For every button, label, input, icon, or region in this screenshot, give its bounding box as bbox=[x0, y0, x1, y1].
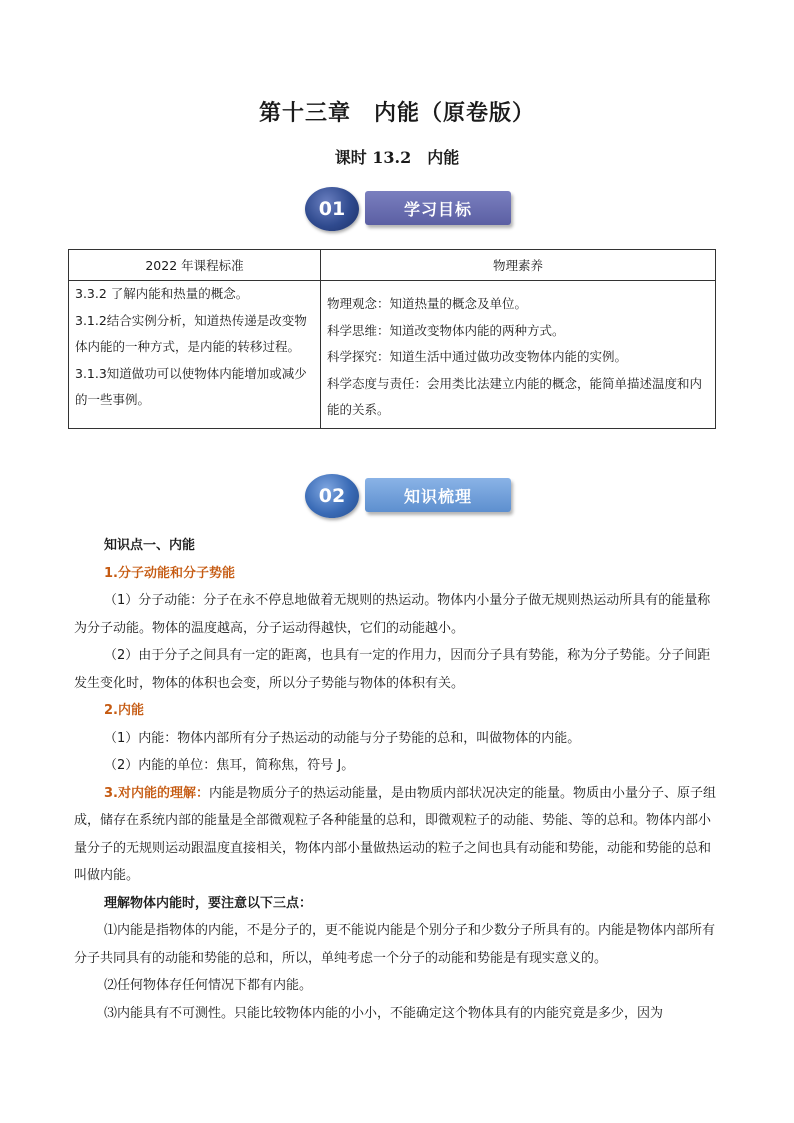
standard-item: 3.1.3知道做功可以使物体内能增加或减少的一些事例。 bbox=[75, 365, 307, 407]
section-number: 01 bbox=[305, 187, 359, 231]
table-row bbox=[69, 281, 716, 429]
table-header-literacy: 物理素养 bbox=[321, 250, 716, 281]
literacy-item: 科学态度与责任：会用类比法建立内能的概念，能简单描述温度和内能的关系。 bbox=[327, 375, 703, 417]
literacy-item: 物理观念：知道热量的概念及单位。 bbox=[327, 296, 528, 311]
literacy-item: 科学思维：知道改变物体内能的两种方式。 bbox=[327, 322, 565, 338]
section-label: 知识梳理 bbox=[365, 478, 511, 512]
paragraph: ⑶内能具有不可测性。只能比较物体内能的小小，不能确定这个物体具有的内能究竟是多少，因为 bbox=[104, 1005, 664, 1021]
literacy-cell bbox=[321, 281, 716, 429]
subsection-heading: 2.内能 bbox=[104, 703, 144, 718]
table-header-row bbox=[69, 250, 716, 281]
table-header-standard: 2022 年课程标准 bbox=[69, 250, 321, 281]
subsection-heading: 1.分子动能和分子势能 bbox=[104, 565, 235, 581]
standard-item: 3.1.2结合实例分析，知道热传递是改变物体内能的一种方式，是内能的转移过程。 bbox=[75, 312, 307, 354]
paragraph: （1）分子动能：分子在永不停息地做着无规则的热运动。物体内小量分子做无规则热运动所具有的能量称为分子动能。物体的温度越高，分子运动得越快，它们的动能越小。 bbox=[74, 593, 711, 636]
paragraph: ⑴内能是指物体的内能，不是分子的，更不能说内能是个别分子和少数分子所具有的。内能是物体内部所有分子共同具有的动能和势能的总和，所以，单纯考虑一个分子的动能和势能是有现实意义的。 bbox=[74, 923, 716, 966]
page-title: 第十三章 内能（原卷版） bbox=[258, 100, 535, 126]
literacy-item: 科学探究：知道生活中通过做功改变物体内能的实例。 bbox=[327, 349, 628, 364]
standard-cell bbox=[69, 281, 321, 429]
inline-heading: 3.对内能的理解： bbox=[104, 785, 209, 801]
paragraph bbox=[74, 780, 720, 890]
standard-item: 3.3.2 了解内能和热量的概念。 bbox=[75, 286, 249, 301]
paragraph: （1）内能：物体内部所有分子热运动的动能与分子势能的总和，叫做物体的内能。 bbox=[104, 730, 581, 746]
page-subtitle: 课时 13.2 内能 bbox=[334, 148, 460, 167]
paragraph: （2）内能的单位：焦耳，简称焦，符号 J。 bbox=[104, 758, 355, 773]
section-number: 02 bbox=[305, 474, 359, 518]
section-label: 学习目标 bbox=[365, 191, 511, 225]
note-heading: 理解物体内能时，要注意以下三点： bbox=[104, 895, 313, 911]
knowledge-point-heading: 知识点一、内能 bbox=[104, 538, 196, 553]
goals-table bbox=[68, 249, 716, 429]
paragraph: ⑵任何物体存任何情况下都有内能。 bbox=[104, 978, 313, 993]
paragraph-text: 内能是物质分子的热运动能量，是由物质内部状况决定的能量。物质由小量分子、原子组成，储存在系统内部的能量是全部微观粒子各种能量的总和，即微观粒子的动能、势能、等的总和。物体内部小量分子的无规则运动跟温度直接相关，物体内部小量做热运动的粒子之间也具有动能和势能，动能和势能的总和叫做内能。 bbox=[74, 785, 716, 883]
knowledge-content bbox=[74, 532, 720, 1027]
paragraph: （2）由于分子之间具有一定的距离，也具有一定的作用力，因而分子具有势能，称为分子势能。分子间距发生变化时，物体的体积也会变，所以分子势能与物体的体积有关。 bbox=[74, 648, 711, 691]
